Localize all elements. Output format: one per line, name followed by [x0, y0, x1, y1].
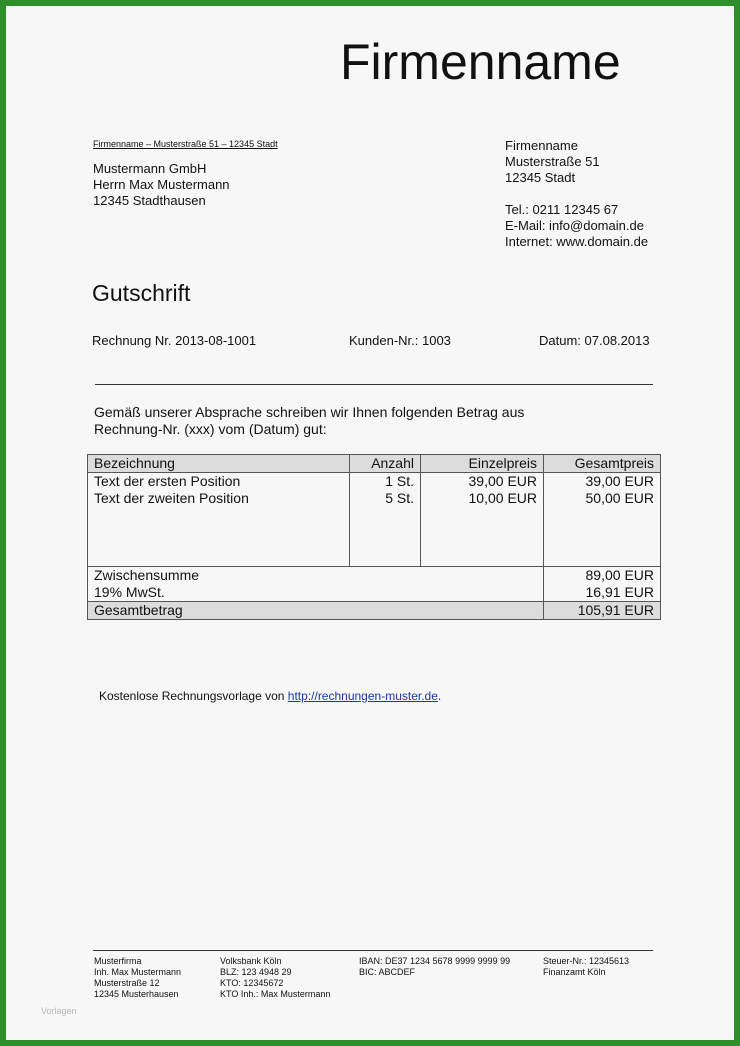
total-label: Gesamtbetrag: [88, 602, 544, 620]
company-info-email: E-Mail: info@domain.de: [505, 218, 644, 233]
footer-tax: [543, 956, 629, 978]
total-row: [88, 602, 661, 620]
sender-return-line: Firmenname – Musterstraße 51 – 12345 Stadt: [93, 139, 278, 149]
intro-text: [94, 404, 524, 438]
company-info-name: Firmenname: [505, 138, 578, 153]
subtotal-row: [88, 567, 661, 585]
company-info-city: 12345 Stadt: [505, 170, 576, 185]
subtotal-value: 89,00 EUR: [544, 567, 661, 585]
footer-text: 12345 Musterhausen: [94, 989, 179, 999]
vat-row: [88, 584, 661, 602]
footer-text: BIC: ABCDEF: [359, 967, 416, 977]
footer-iban: [359, 956, 510, 978]
footer-text: Musterfirma: [94, 956, 142, 966]
footer-text: Inh. Max Mustermann: [94, 967, 182, 977]
recipient-person: Herrn Max Mustermann: [93, 177, 230, 192]
item-total-price: 50,00 EUR: [544, 490, 661, 507]
footer-text: Steuer-Nr.: 12345613: [543, 956, 630, 966]
table-header-row: [88, 455, 661, 473]
header-unit-price: Einzelpreis: [421, 455, 544, 473]
invoice-number: Rechnung Nr. 2013-08-1001: [92, 333, 257, 348]
footer-company: [94, 956, 181, 1000]
vat-value: 16,91 EUR: [544, 584, 661, 602]
document-date: Datum: 07.08.2013: [539, 333, 650, 348]
intro-line-2: Rechnung-Nr. (xxx) vom (Datum) gut:: [94, 421, 327, 437]
recipient-city: 12345 Stadthausen: [93, 193, 206, 208]
intro-line-1: Gemäß unserer Absprache schreiben wir Ihnen folgenden Betrag aus: [94, 404, 525, 420]
header-total-price: Gesamtpreis: [544, 455, 661, 473]
separator-line: [95, 384, 653, 385]
item-total-price: 39,00 EUR: [544, 473, 661, 491]
company-title: Firmenname: [340, 34, 621, 90]
footer-text: Musterstraße 12: [94, 978, 160, 988]
company-info: [505, 138, 648, 250]
item-quantity: 5 St.: [350, 490, 421, 507]
total-value: 105,91 EUR: [544, 602, 661, 620]
footer-text: IBAN: DE37 1234 5678 9999 9999 99: [359, 956, 511, 966]
item-unit-price: 39,00 EUR: [421, 473, 544, 491]
promo-text: Kostenlose Rechnungsvorlage von: [99, 689, 288, 703]
header-description: Bezeichnung: [88, 455, 350, 473]
header-quantity: Anzahl: [350, 455, 421, 473]
footer-text: BLZ: 123 4948 29: [220, 967, 292, 977]
promo-link[interactable]: http://rechnungen-muster.de: [287, 689, 438, 703]
line-items-table: [87, 454, 661, 620]
item-description: Text der ersten Position: [88, 473, 350, 491]
recipient-company: Mustermann GmbH: [93, 161, 207, 176]
footer-text: KTO: 12345672: [220, 978, 284, 988]
customer-number: Kunden-Nr.: 1003: [349, 333, 451, 348]
footer-text: KTO Inh.: Max Mustermann: [220, 989, 331, 999]
footer-text: Volksbank Köln: [220, 956, 282, 966]
vat-label: 19% MwSt.: [88, 584, 544, 602]
recipient-address: [93, 161, 230, 209]
subtotal-label: Zwischensumme: [88, 567, 544, 585]
footer-text: Finanzamt Köln: [543, 967, 606, 977]
document-title: Gutschrift: [92, 280, 191, 306]
item-unit-price: 10,00 EUR: [421, 490, 544, 507]
company-info-street: Musterstraße 51: [505, 154, 600, 169]
company-info-internet: Internet: www.domain.de: [505, 234, 649, 249]
footer-bank: [220, 956, 330, 1000]
table-row: [88, 473, 661, 491]
company-info-tel: Tel.: 0211 12345 67: [505, 202, 619, 217]
table-row: [88, 490, 661, 507]
table-empty-row: [88, 507, 661, 567]
promo-line: [99, 689, 441, 703]
item-description: Text der zweiten Position: [88, 490, 350, 507]
footer-separator: [93, 950, 653, 951]
item-quantity: 1 St.: [350, 473, 421, 491]
promo-suffix: .: [437, 689, 442, 703]
watermark: Vorlagen: [41, 1006, 77, 1016]
